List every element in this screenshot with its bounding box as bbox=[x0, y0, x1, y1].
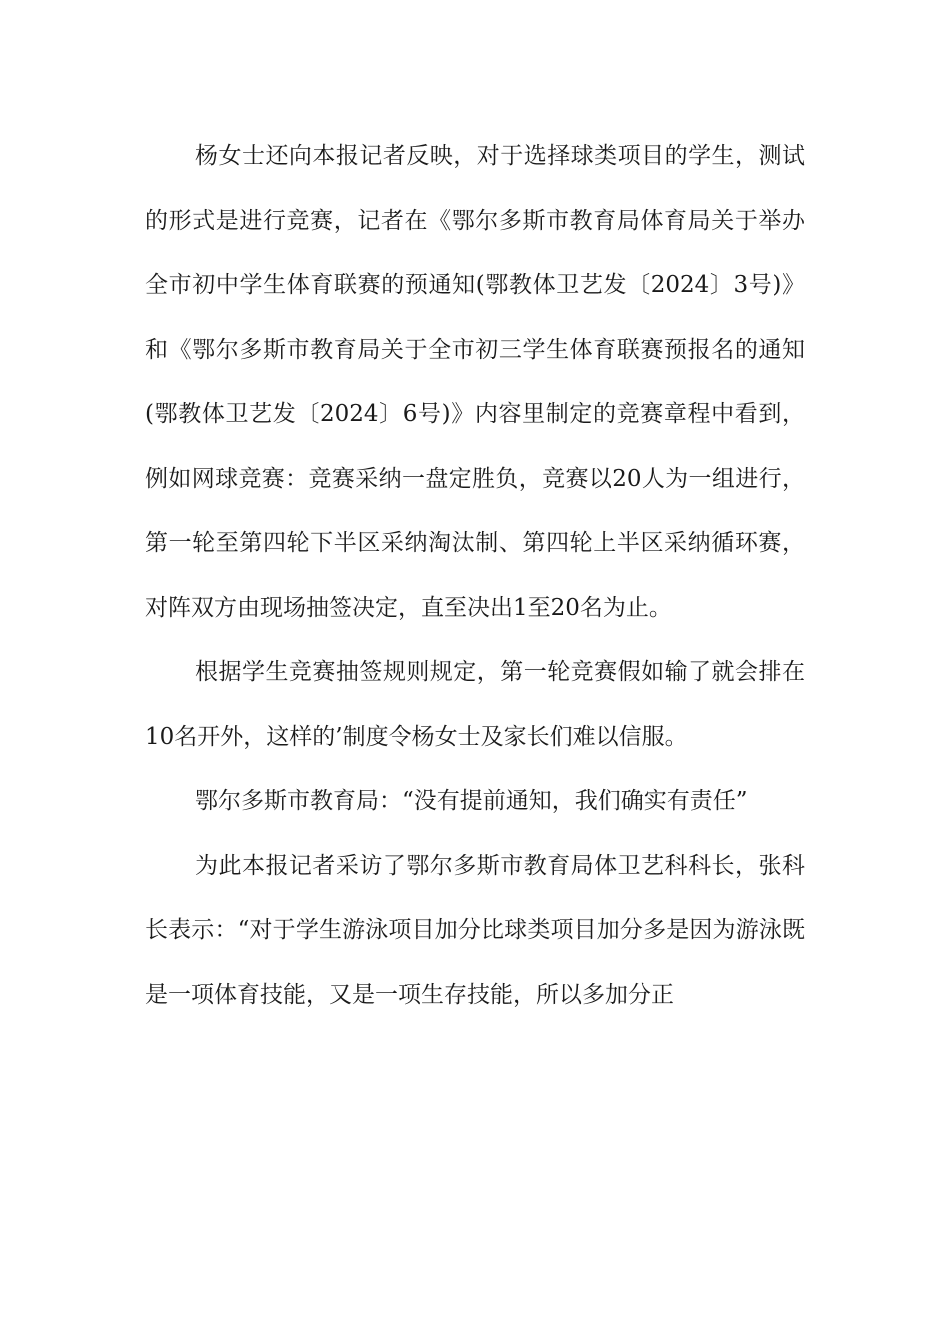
paragraph-interview: 为此本报记者采访了鄂尔多斯市教育局体卫艺科科长，张科长表示：“对于学生游泳项目加分比球类项目加分多是因为游泳既是一项体育技能，又是一项生存技能，所以多加分正 bbox=[145, 852, 805, 1008]
document-page bbox=[145, 124, 805, 1027]
paragraph-draw-rules: 根据学生竞赛抽签规则规定，第一轮竞赛假如输了就会排在10名开外，这样的’制度令杨女士及家长们难以信服。 bbox=[145, 659, 805, 750]
paragraph-ball-sports-competition: 杨女士还向本报记者反映，对于选择球类项目的学生，测试的形式是进行竞赛，记者在《鄂尔多斯市教育局体育局关于举办全市初中学生体育联赛的预通知(鄂教体卫艺发〔2024〕3号)》和《鄂尔多斯市教育局关于全市初三学生体育联赛预报名的通知(鄂教体卫艺发〔2024〕6号)》内容里制定的竞赛章程中看到，例如网球竞赛：竞赛采纳一盘定胜负，竞赛以20人为一组进行，第一轮至第四轮下半区采纳淘汰制、第四轮上半区采纳循环赛，对阵双方由现场抽签决定，直至决出1至20名为止。 bbox=[145, 143, 805, 621]
paragraph-bureau-heading: 鄂尔多斯市教育局：“没有提前通知，我们确实有责任” bbox=[195, 788, 748, 814]
